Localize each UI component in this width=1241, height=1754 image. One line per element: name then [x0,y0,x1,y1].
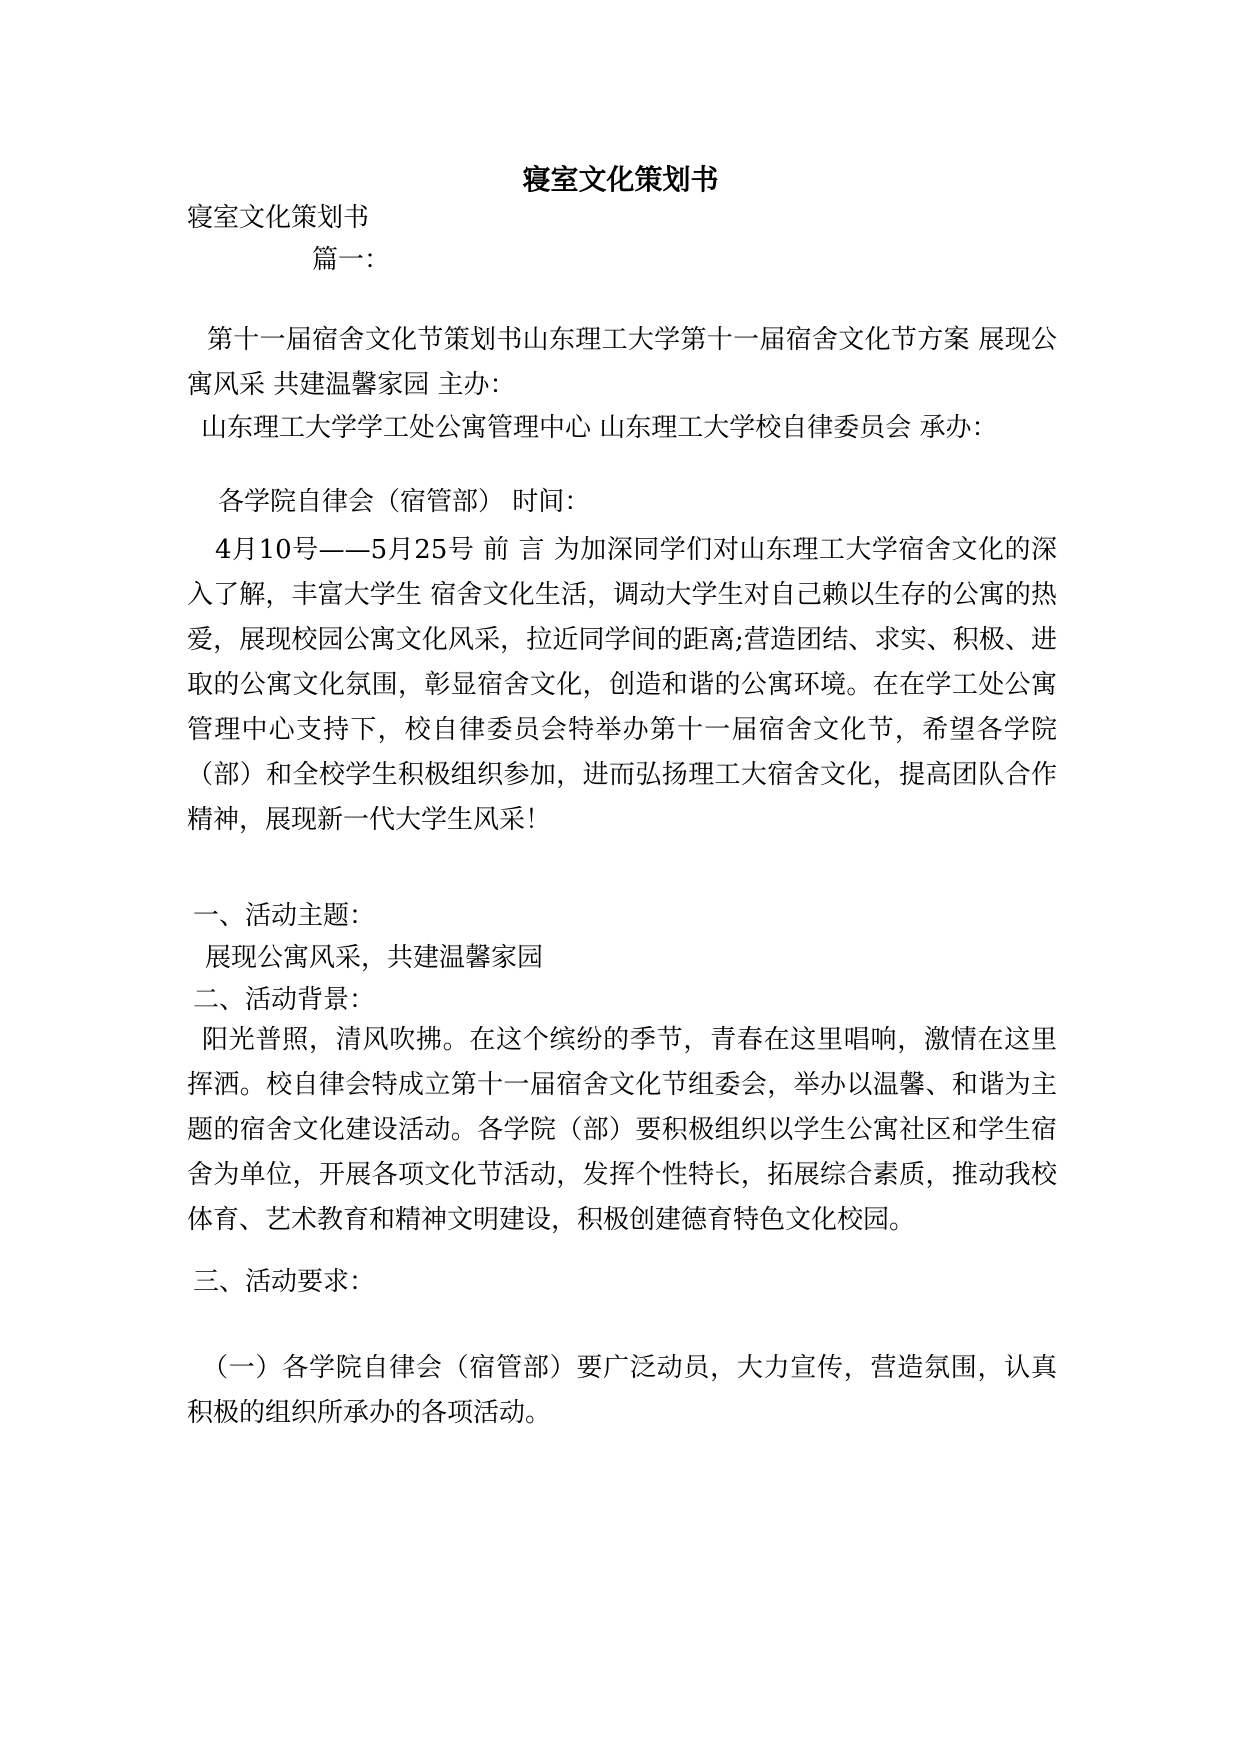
section2-paragraph: 阳光普照，清风吹拂。在这个缤纷的季节，青春在这里唱响，激情在这里挥洒。校自律会特成立第十一届宿舍文化节组委会，举办以温馨、和谐为主题的宿舍文化建设活动。各学院（部）要积极组织以学生公寓社区和学生宿舍为单位，开展各项文化节活动，发挥个性特长，拓展综合素质，推动我校体育、艺术教育和精神文明建设，积极创建德育特色文化校园。 [187,1025,1057,1235]
part-label: 篇一： [312,245,391,275]
section3-heading: 三、活动要求： [193,1267,376,1297]
preface-paragraph: 4月10号——5月25号 前 言 为加深同学们对山东理工大学宿舍文化的深入了解，丰富大学生 宿舍文化生活，调动大学生对自己赖以生存的公寓的热爱，展现校园公寓文化风采，拉近同学间的距离;营造团结、求实、积极、进取的公寓文化氛围，彰显宿舍文化，创造和谐的公寓环境。在在学工处公寓管理中心支持下，校自律委员会特举办第十一届宿舍文化节，希望各学院（部）和全校学生积极组织参加，进而弘扬理工大宿舍文化，提高团队合作精神，展现新一代大学生风采！ [187,535,1057,835]
section1-text: 展现公寓风采，共建温馨家园 [205,943,544,973]
intro-paragraph: 第十一届宿舍文化节策划书山东理工大学第十一届宿舍文化节方案 展现公寓风采 共建温馨家园 主办： [187,325,1057,400]
section1-heading: 一、活动主题： [193,901,376,931]
section2-heading: 二、活动背景： [193,985,376,1015]
requirement1-paragraph: （一）各学院自律会（宿管部）要广泛动员，大力宣传，营造氛围，认真积极的组织所承办的各项活动。 [187,1353,1057,1428]
co-organizer-line: 各学院自律会（宿管部） 时间： [218,487,591,517]
document-title: 寝室文化策划书 [522,163,719,196]
organizer-paragraph: 山东理工大学学工处公寓管理中心 山东理工大学校自律委员会 承办： [201,413,998,443]
document-subtitle: 寝室文化策划书 [187,203,370,233]
